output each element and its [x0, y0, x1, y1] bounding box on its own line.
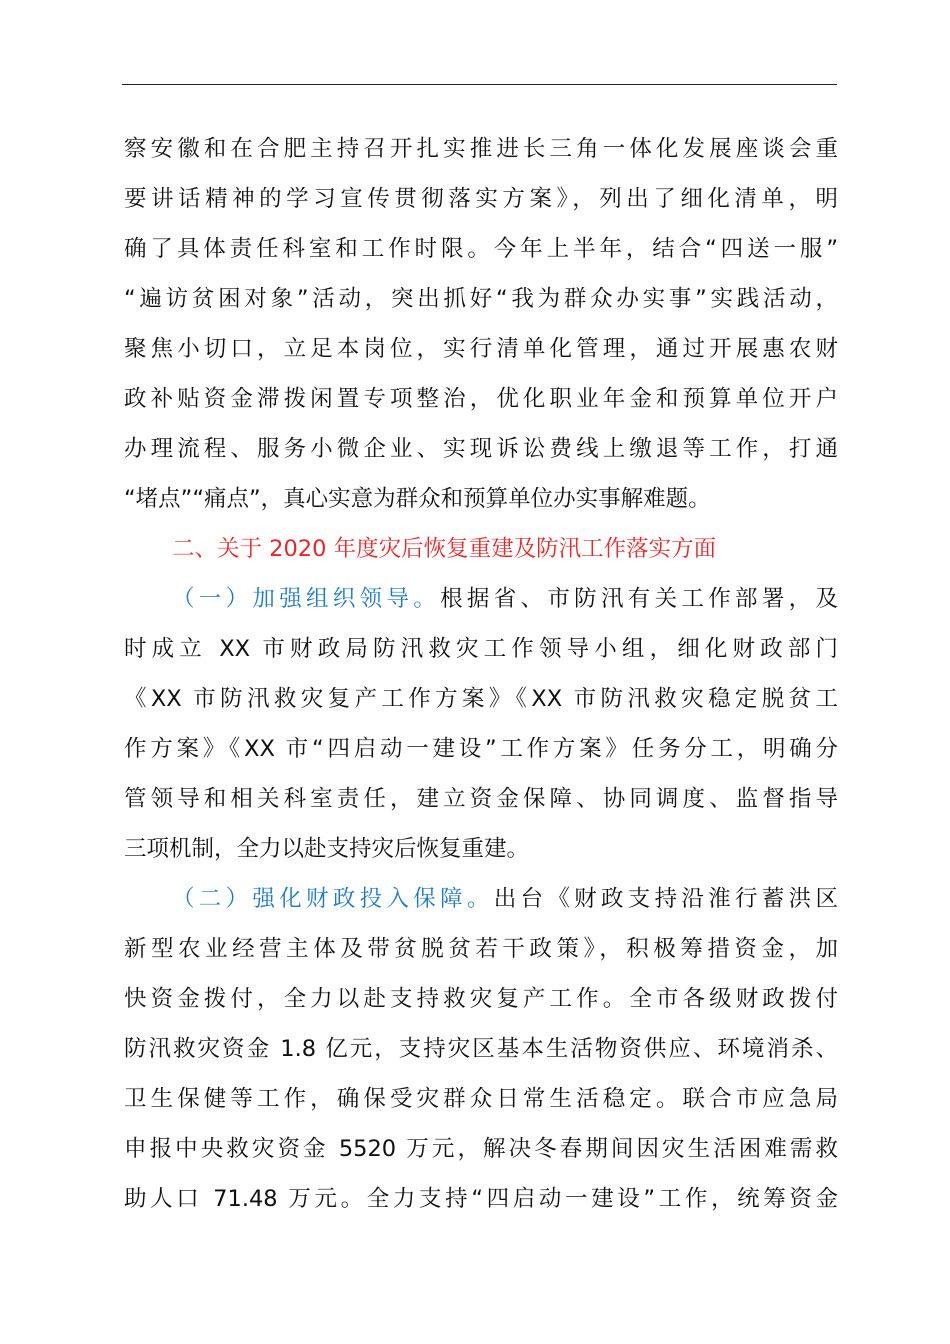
paragraph-line: 作方案》《XX 市“四启动一建设”工作方案》任务分工，明确分: [124, 736, 838, 762]
paragraph-line: “堵点”“痛点”，真心实意为群众和预算单位办实事解难题。: [124, 486, 711, 512]
paragraph-line: 申报中央救灾资金 5520 万元，解决冬春期间因灾生活困难需救: [124, 1136, 838, 1162]
paragraph-line: 要讲话精神的学习宣传贯彻落实方案》，列出了细化清单，明: [124, 186, 838, 212]
section-heading: 二、关于 2020 年度灾后恢复重建及防汛工作落实方面: [172, 536, 717, 562]
paragraph-first-line: [124, 574, 838, 624]
header-rule: [122, 84, 837, 85]
paragraph-line: 管领导和相关科室责任，建立资金保障、协同调度、监督指导: [124, 786, 838, 812]
paragraph-line: 确了具体责任科室和工作时限。今年上半年，结合“四送一服”: [124, 236, 838, 262]
paragraph-first-line: [124, 874, 838, 924]
paragraph-line: 新型农业经营主体及带贫脱贫若干政策》，积极筹措资金，加: [124, 936, 838, 962]
item-organization-leadership: [124, 574, 838, 874]
paragraph-line: 快资金拨付，全力以赴支持救灾复产工作。全市各级财政拨付: [124, 986, 838, 1012]
paragraph-text: 根据省、市防汛有关工作部署，及: [440, 586, 838, 612]
paragraph-line: 聚焦小切口，立足本岗位，实行清单化管理，通过开展惠农财: [124, 336, 838, 362]
paragraph-line: 防汛救灾资金 1.8 亿元，支持灾区基本生活物资供应、环境消杀、: [124, 1036, 838, 1062]
item-fiscal-investment: [124, 874, 838, 1224]
paragraph-line: “遍访贫困对象”活动，突出抓好“我为群众办实事”实践活动，: [124, 286, 838, 312]
sub-heading: （一）加强组织领导。: [172, 586, 441, 612]
document-body: [124, 124, 838, 1224]
paragraph-text: 出台《财政支持沿淮行蓄洪区: [493, 886, 838, 912]
paragraph-line: 助人口 71.48 万元。全力支持“四启动一建设”工作，统筹资金: [124, 1186, 838, 1212]
paragraph-line: 办理流程、服务小微企业、实现诉讼费线上缴退等工作，打通: [124, 436, 838, 462]
paragraph-line: 政补贴资金滞拨闲置专项整治，优化职业年金和预算单位开户: [124, 386, 838, 412]
paragraph-line: 时成立 XX 市财政局防汛救灾工作领导小组，细化财政部门: [124, 636, 838, 662]
paragraph-line: 《XX 市防汛救灾复产工作方案》《XX 市防汛救灾稳定脱贫工: [124, 686, 838, 712]
paragraph-line: 三项机制，全力以赴支持灾后恢复重建。: [124, 836, 530, 862]
paragraph-continuation: [124, 124, 838, 524]
paragraph-line: 察安徽和在合肥主持召开扎实推进长三角一体化发展座谈会重: [124, 136, 838, 162]
sub-heading: （二）强化财政投入保障。: [172, 886, 494, 912]
paragraph-line: 卫生保健等工作，确保受灾群众日常生活稳定。联合市应急局: [124, 1086, 838, 1112]
